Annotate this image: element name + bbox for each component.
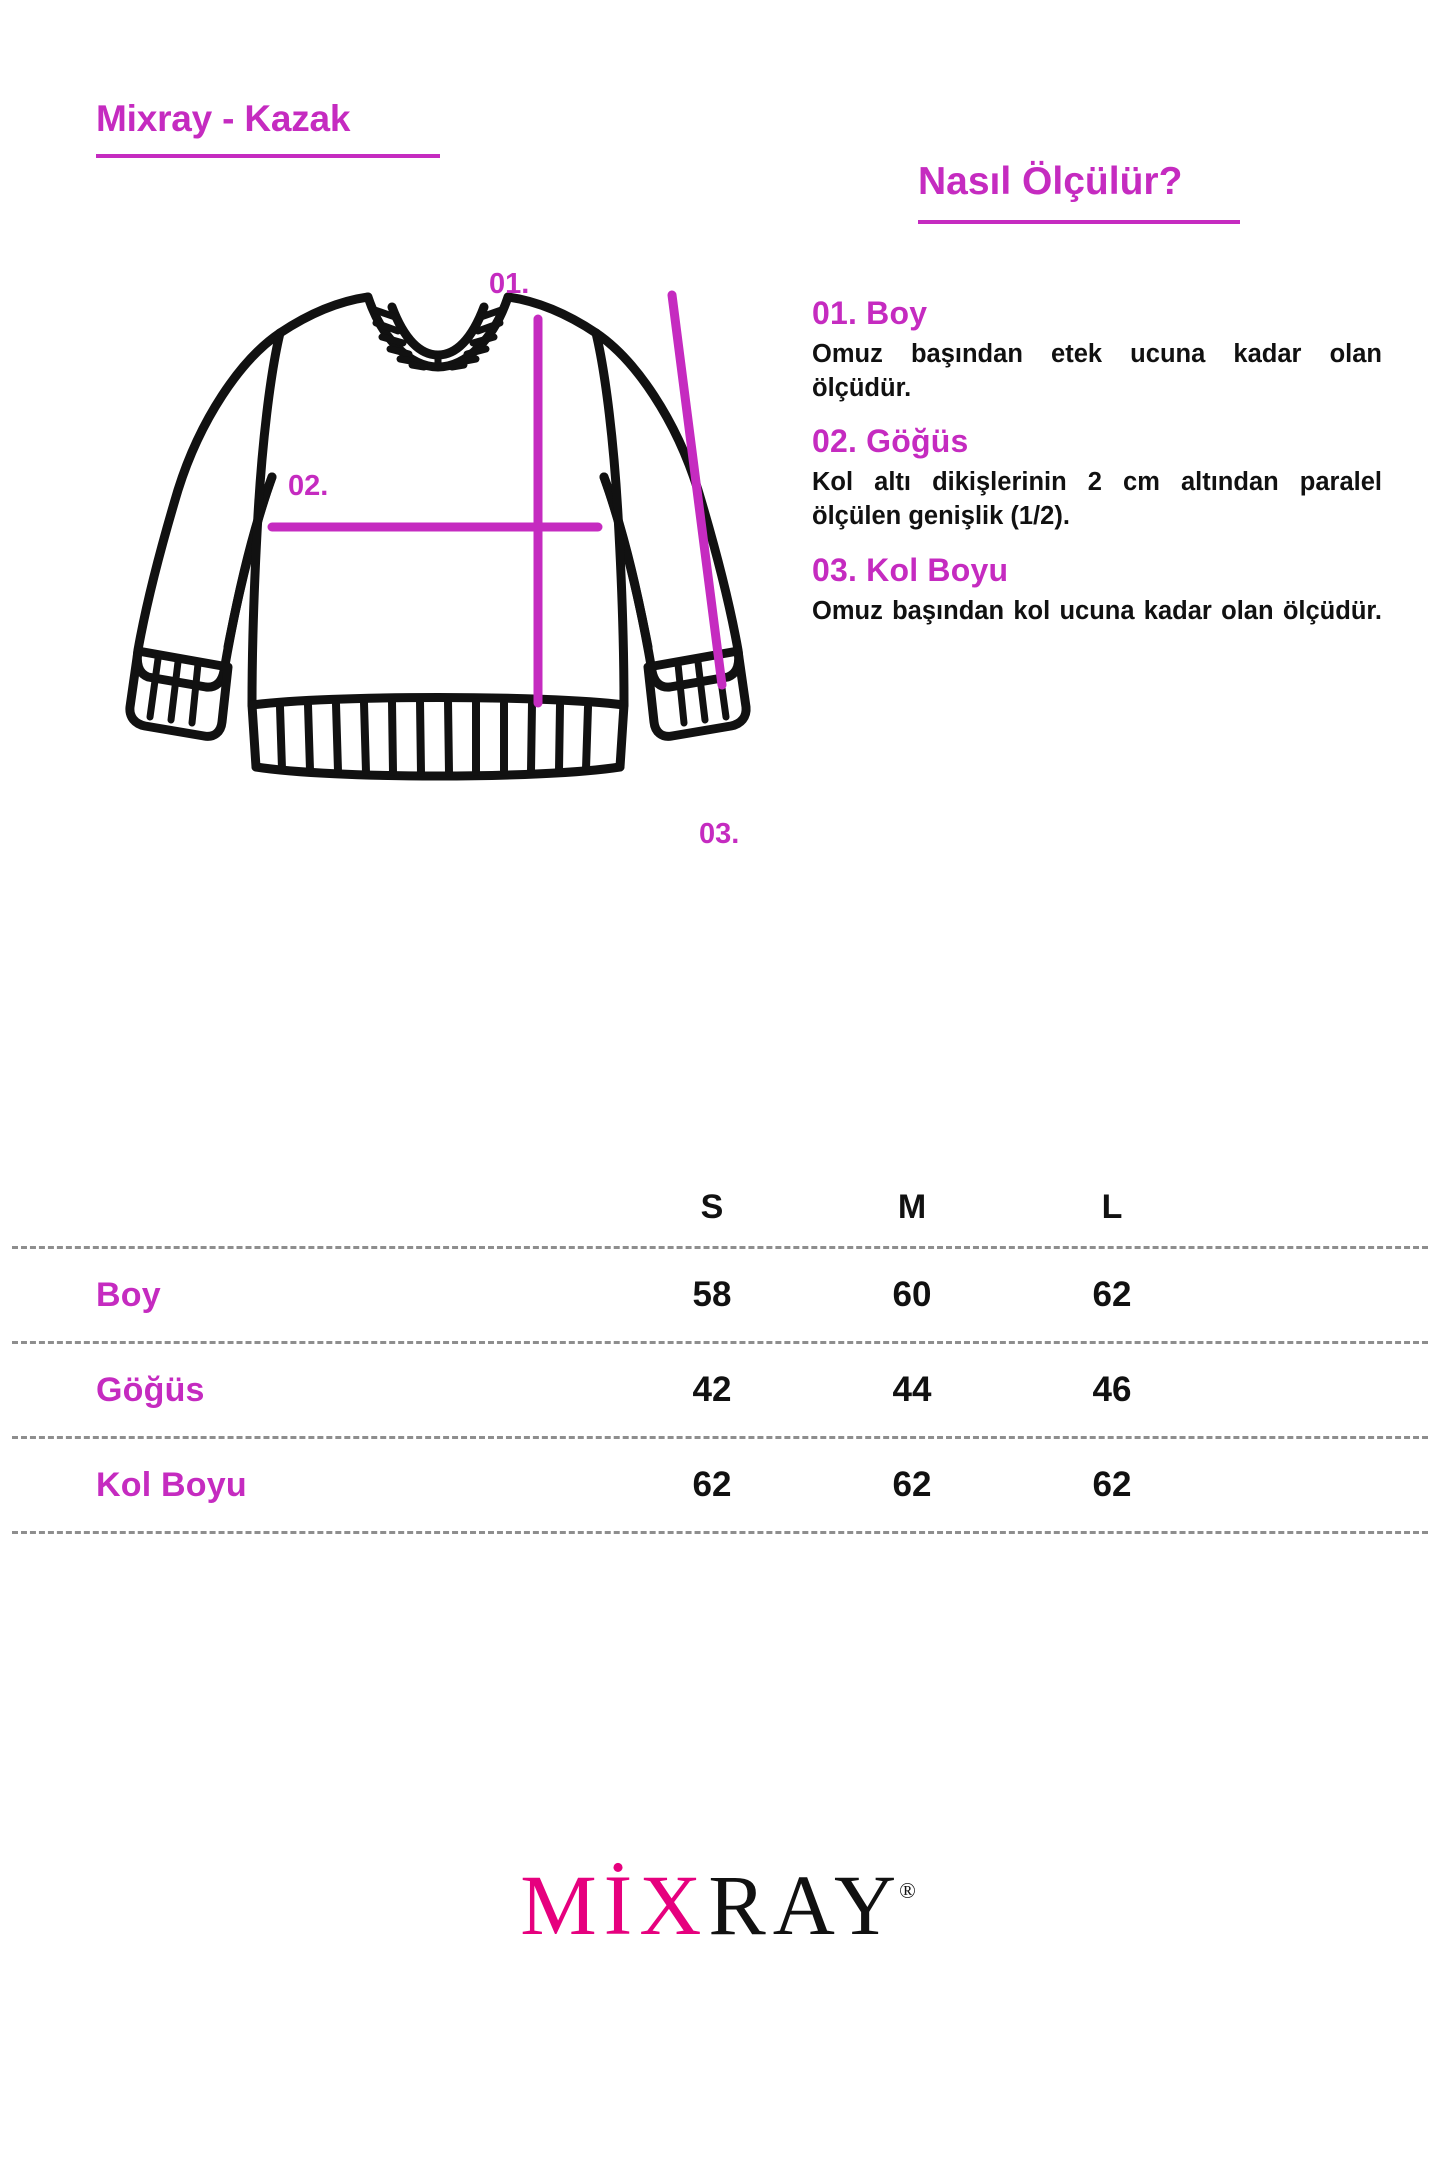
row-label-gogus: Göğüs <box>96 1370 205 1409</box>
brand-logo <box>0 1855 1440 1955</box>
row-label-boy: Boy <box>96 1275 161 1314</box>
measurement-description-boy: Omuz başından etek ucuna kadar olan ölçüdür. <box>812 340 1382 402</box>
how-to-measure-title: Nasıl Ölçülür? <box>918 160 1183 203</box>
row-label-kol-boyu: Kol Boyu <box>96 1465 247 1504</box>
cell-kol-boyu-l: 62 <box>1092 1465 1132 1504</box>
cell-gogus-l: 46 <box>1092 1370 1132 1409</box>
measurement-item-kol-boyu <box>812 552 1382 662</box>
sweater-illustration <box>120 255 760 875</box>
measurement-heading-gogus: 02. Göğüs <box>812 423 969 460</box>
measurement-description-kol-boyu: Omuz başından kol ucuna kadar olan ölçüdür. <box>812 596 1382 625</box>
measurement-item-gogus <box>812 423 1382 533</box>
size-header-l: L <box>1101 1187 1123 1226</box>
cell-gogus-m: 44 <box>892 1370 932 1409</box>
callout-label-02: 02. <box>288 470 329 502</box>
cell-boy-s: 58 <box>692 1275 732 1314</box>
cell-gogus-s: 42 <box>692 1370 732 1409</box>
table-divider <box>12 1531 1428 1534</box>
cell-kol-boyu-s: 62 <box>692 1465 732 1504</box>
table-row <box>12 1344 1428 1436</box>
callout-label-01: 01. <box>489 268 530 300</box>
brand-logo-mix: MİX <box>520 1857 709 1953</box>
measurement-description-gogus: Kol altı dikişlerinin 2 cm altından paralel ölçülen genişlik (1/2). <box>812 468 1382 530</box>
how-to-measure-underline <box>918 220 1240 224</box>
measurement-description-list <box>812 295 1382 680</box>
table-row <box>12 1439 1428 1531</box>
cell-boy-m: 60 <box>892 1275 932 1314</box>
measurement-item-boy <box>812 295 1382 405</box>
measurement-heading-boy: 01. Boy <box>812 295 928 331</box>
table-header-row <box>12 1168 1428 1246</box>
size-header-s: S <box>700 1187 724 1226</box>
measurement-heading-kol-boyu: 03. Kol Boyu <box>812 551 1009 588</box>
table-row <box>12 1249 1428 1341</box>
cell-kol-boyu-m: 62 <box>892 1465 932 1504</box>
callout-label-03: 03. <box>699 818 740 850</box>
brand-logo-ray: RAY <box>708 1857 904 1953</box>
page-title-underline <box>96 154 440 158</box>
page-title: Mixray - Kazak <box>96 98 351 139</box>
size-table <box>12 1168 1428 1534</box>
measure-line-03 <box>672 295 722 685</box>
cell-boy-l: 62 <box>1092 1275 1132 1314</box>
size-header-m: M <box>897 1187 927 1226</box>
registered-trademark-icon: ® <box>899 1877 916 1903</box>
